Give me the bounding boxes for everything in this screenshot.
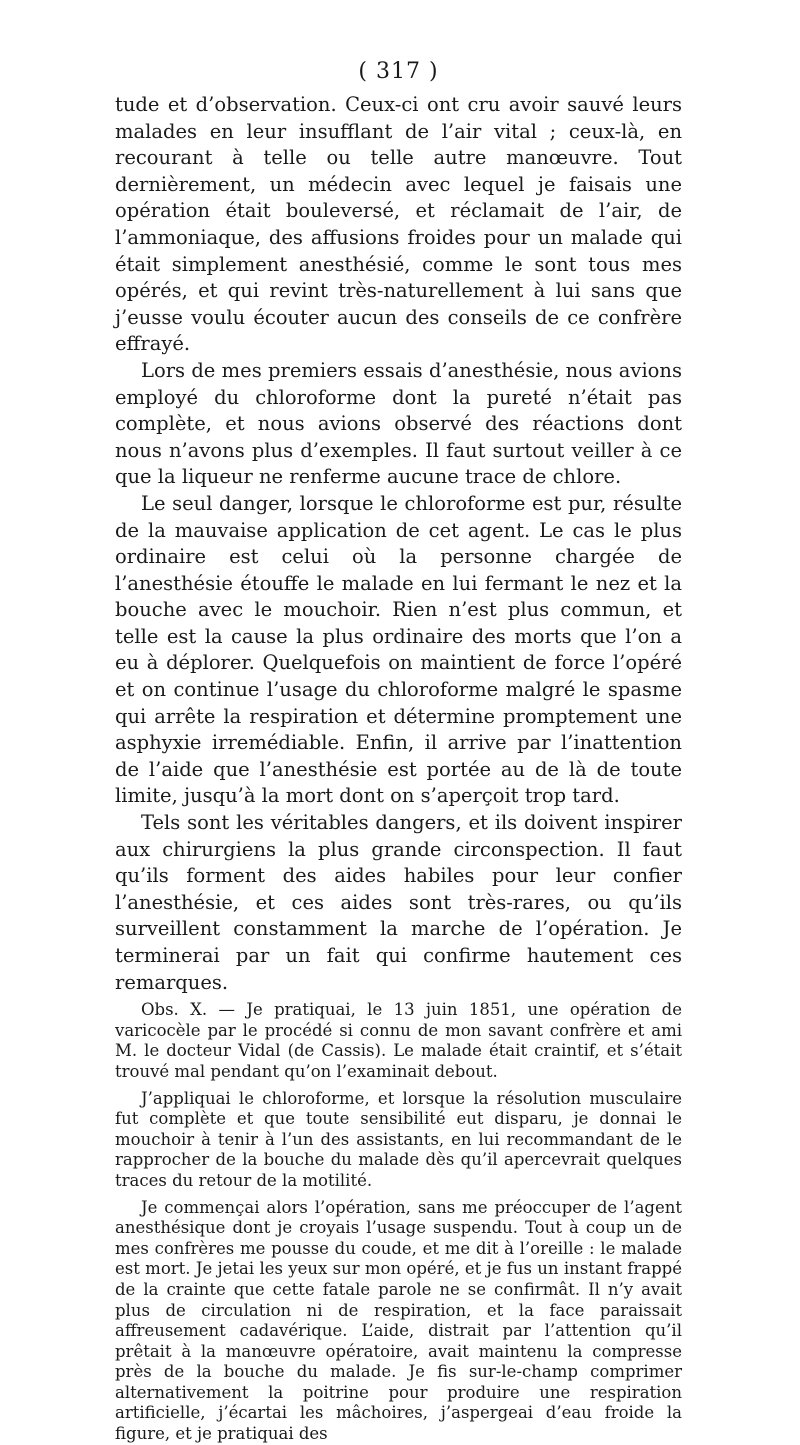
observation-block (115, 1000, 682, 1444)
observation-paragraph-3: Je commençai alors l’opération, sans me préoccuper de l’agent anesthésique dont je croyais l’usage suspendu. Tout à coup un de mes confrères me pousse du coude, et me dit à l’oreille : le malade est mort. Je jetai les yeux sur mon opéré, et je fus un instant frappé de la crainte que cette fatale parole ne se confirmât. Il n’y avait plus de circulation ni de respiration, et la face paraissait affreusement cadavérique. L’aide, distrait par l’attention qu’il prêtait à la manœuvre opératoire, avait maintenu la compresse près de la bouche du malade. Je fis sur-le-champ comprimer alternativement la poitrine pour produire une respiration artificielle, j’écartai les mâchoires, j’aspergeai d’eau froide la figure, et je pratiquai des (115, 1197, 682, 1444)
observation-paragraph-1: Obs. X. — Je pratiquai, le 13 juin 1851, une opération de varicocèle par le procédé si connu de mon savant confrère et ami M. le docteur Vidal (de Cassis). Le malade était craintif, et s’était trouvé mal pendant qu’on l’examinait debout. (115, 1000, 682, 1081)
paragraph-1: tude et d’observation. Ceux-ci ont cru avoir sauvé leurs malades en leur insufflant de l’air vital ; ceux-là, en recourant à telle ou telle autre manœuvre. Tout dernièrement, un médecin avec lequel je faisais une opération était bouleversé, et réclamait de l’air, de l’ammoniaque, des affusions froides pour un malade qui était simplement anesthésié, comme le sont tous mes opérés, et qui revint très-naturellement à lui sans que j’eusse voulu écouter aucun des conseils de ce confrère effrayé. (115, 93, 682, 356)
paragraph-4: Tels sont les véritables dangers, et ils doivent inspirer aux chirurgiens la plus grande circonspection. Il faut qu’ils forment des aides habiles pour leur confier l’anesthésie, et ces aides sont très-rares, ou qu’ils surveillent constamment la marche de l’opération. Je terminerai par un fait qui confirme hautement ces remarques. (115, 811, 682, 994)
page-number: ( 317 ) (358, 59, 439, 84)
paragraph-3: Le seul danger, lorsque le chloroforme est pur, résulte de la mauvaise application de cet agent. Le cas le plus ordinaire est celui où la personne chargée de l’anesthésie étouffe le malade en lui fermant le nez et la bouche avec le mouchoir. Rien n’est plus commun, et telle est la cause la plus ordinaire des morts que l’on a eu à déplorer. Quelquefois on maintient de force l’opéré et on continue l’usage du chloroforme malgré le spasme qui arrête la respiration et détermine promptement une asphyxie irremédiable. Enfin, il arrive par l’inattention de l’aide que l’anesthésie est portée au de là de toute limite, jusqu’à la mort dont on s’aperçoit trop tard. (115, 491, 682, 808)
paragraph-2: Lors de mes premiers essais d’anesthésie, nous avions employé du chloroforme dont la pureté n’était pas complète, et nous avions observé des réactions dont nous n’avons plus d’exemples. Il faut surtout veiller à ce que la liqueur ne renferme aucune trace de chlore. (115, 358, 682, 489)
observation-paragraph-2: J’appliquai le chloroforme, et lorsque la résolution musculaire fut complète et que toute sensibilité eut disparu, je donnai le mouchoir à tenir à l’un des assistants, en lui recommandant de le rapprocher de la bouche du malade dès qu’il apercevrait quelques traces du retour de la motilité. (115, 1088, 682, 1190)
